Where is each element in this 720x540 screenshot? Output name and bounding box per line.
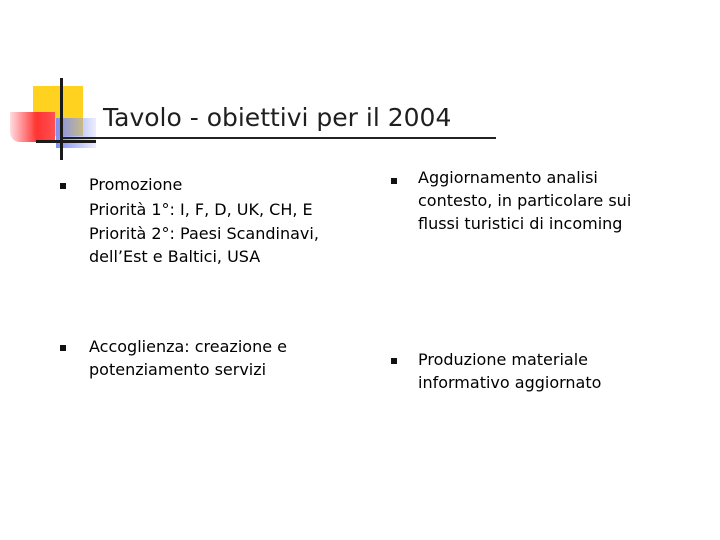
- list-item-text: [89, 173, 319, 268]
- slide-logo-icon: [0, 0, 110, 170]
- list-item-line: Priorità 2°: Paesi Scandinavi,: [89, 224, 319, 243]
- square-bullet-icon: [391, 358, 397, 364]
- square-bullet-icon: [60, 345, 66, 351]
- list-item-line: contesto, in particolare sui: [418, 191, 632, 210]
- list-item-line: Priorità 1°: I, F, D, UK, CH, E: [89, 200, 313, 219]
- list-item-line: Accoglienza: creazione e: [89, 337, 287, 356]
- list-item-line: informativo aggiornato: [418, 373, 602, 392]
- list-item-line: Produzione materiale: [418, 350, 589, 369]
- square-bullet-icon: [391, 178, 397, 184]
- list-item-text: [89, 335, 287, 381]
- list-item-line: potenziamento servizi: [89, 360, 267, 379]
- list-item-text: [418, 166, 631, 235]
- title-underline: [63, 137, 496, 139]
- logo-red-square: [10, 112, 55, 142]
- square-bullet-icon: [60, 183, 66, 189]
- list-item-line: Aggiornamento analisi: [418, 168, 598, 187]
- list-item-text: [418, 348, 601, 394]
- logo-horizontal-line: [36, 140, 96, 143]
- logo-vertical-line: [60, 78, 63, 160]
- list-item-line: Promozione: [89, 175, 183, 194]
- list-item-line: dell’Est e Baltici, USA: [89, 247, 261, 266]
- list-item-line: flussi turistici di incoming: [418, 214, 623, 233]
- slide-title: Tavolo - obiettivi per il 2004: [103, 103, 452, 132]
